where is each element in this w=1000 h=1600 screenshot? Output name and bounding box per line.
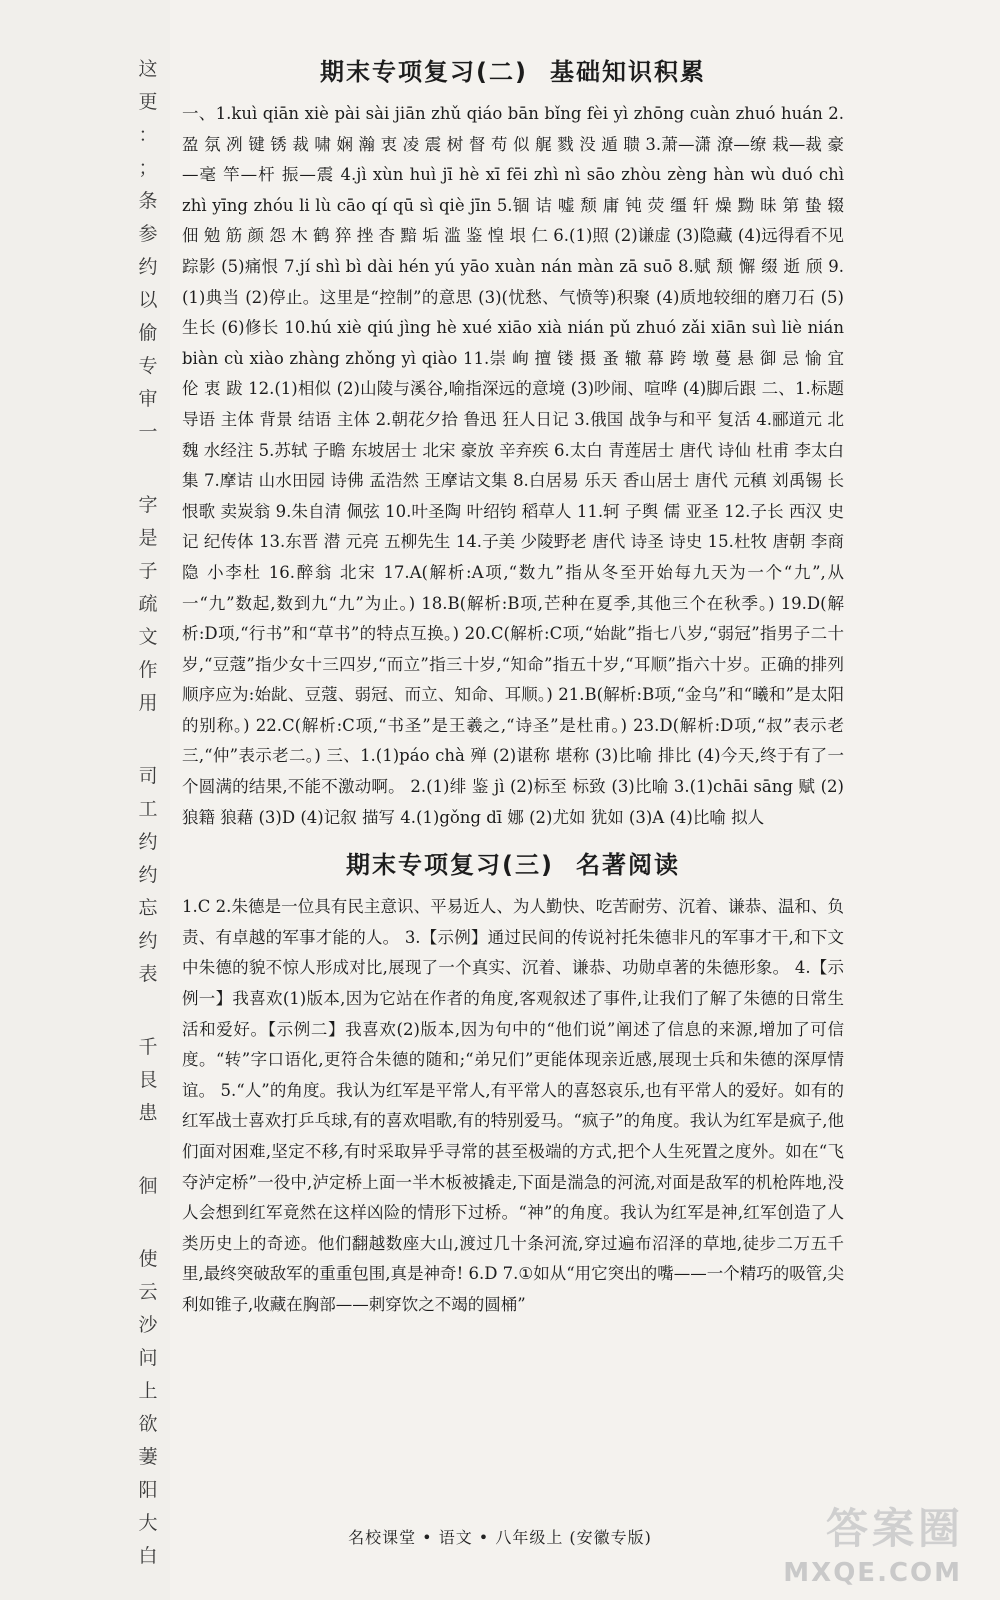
margin-char: 作 xyxy=(138,659,158,681)
margin-char: 字 xyxy=(138,494,158,516)
margin-char: 审 xyxy=(138,388,158,410)
margin-char: 工 xyxy=(138,798,158,820)
margin-char: 偷 xyxy=(138,322,158,344)
margin-char: 以 xyxy=(138,289,158,311)
margin-char: 表 xyxy=(138,963,158,985)
margin-char: 约 xyxy=(138,930,158,952)
margin-char: 条 xyxy=(138,190,158,212)
margin-char: 参 xyxy=(138,223,158,245)
margin-char: 千 xyxy=(138,1036,158,1058)
margin-char: 一 xyxy=(138,421,158,443)
margin-char: 约 xyxy=(138,864,158,886)
page-footer: 名校课堂 • 语文 • 八年级上 (安徽专版) xyxy=(348,1528,652,1547)
margin-char: 用 xyxy=(138,692,158,714)
margin-char: 徊 xyxy=(138,1175,158,1197)
section-title-review-3 xyxy=(182,845,844,880)
margin-char: 患 xyxy=(138,1102,158,1124)
margin-char: 这 xyxy=(138,58,158,80)
margin-char: 约 xyxy=(138,256,158,278)
margin-char: 文 xyxy=(138,626,158,648)
margin-char: 艮 xyxy=(138,1069,158,1091)
margin-char: 使 xyxy=(138,1248,158,1270)
section-body-review-3: 1.C 2.朱德是一位具有民主意识、平易近人、为人勤快、吃苦耐劳、沉着、谦恭、温和、负责、有卓越的军事才能的人。 3.【示例】通过民间的传说衬托朱德非凡的军事才干,和下文中朱德的貌不惊人形成对比,展现了一个真实、沉着、谦恭、功勋卓著的朱德形象。 4.【示例一】我喜欢(1)版本,因为它站在作者的角度,客观叙述了事件,让我们了解了朱德的日常生活和爱好。【示例二】我喜欢(2)版本,因为句中的“他们说”阐述了信息的来源,增加了可信度。“转”字口语化,更符合朱德的随和;“弟兄们”更能体现亲近感,展现士兵和朱德的深厚情谊。 5.“人”的角度。我认为红军是平常人,有平常人的喜怒哀乐,也有平常人的爱好。如有的红军战士喜欢打乒乓球,有的喜欢唱歌,有的特别爱马。“疯子”的角度。我认为红军是疯子,他们面对困难,坚定不移,有时采取异乎寻常的甚至极端的方式,把个人生死置之度外。如在“飞夺泸定桥”一役中,泸定桥上面一半木板被撬走,下面是湍急的河流,对面是敌军的机枪阵地,没人会想到红军竟然在这样凶险的情形下过桥。“神”的角度。我认为红军是神,红军创造了人类历史上的奇迹。他们翻越数座大山,渡过几十条河流,穿过遍布沼泽的草地,徒步二万五千里,最终突破敌军的重重包围,真是神奇! 6.D 7.①如从“用它突出的嘴——一个精巧的吸管,尖利如锥子,收藏在胸部——刺穿饮之不竭的圆桶” xyxy=(182,897,844,1314)
margin-char: 疏 xyxy=(138,593,158,615)
margin-char: 白 xyxy=(138,1545,158,1567)
page-content xyxy=(182,52,844,1321)
margin-char: 忘 xyxy=(138,897,158,919)
section-body-review-2: 一、1.kuì qiān xiè pài sài jiān zhǔ qiáo bān bǐng fèi yì zhōng cuàn zhuó huán 2.盈 氛 冽 键 锈 裁 啸 娴 瀚 衷 凌 震 树 督 苟 似 艉 戮 没 遁 聩 3.萧—潇 潦—缭 栽—裁 豪—毫 竿—杆 振—震 4.jì xùn huì jī hè xī fēi zhì nì sāo zhòu zèng hàn wù duó chì zhì yīng zhóu li lù cāo qí qū sì qiè jīn 5.锢 诘 嘘 颓 庸 钝 荧 缰 轩 燥 黝 昧 第 蛰 辍 佃 勉 筋 颜 怨 木 鹤 猝 挫 杳 黯 垢 滥 鉴 惶 垠 仁 6.(1)照 (2)谦虚 (3)隐藏 (4)远得看不见踪影 (5)痛恨 7.jí shì bì dài hén yú yāo xuàn nán màn zā suō 8.赋 颓 懈 缀 逝 颀 9.(1)典当 (2)停止。这里是“控制”的意思 (3)(忧愁、气愤等)积聚 (4)质地较细的磨刀石 (5)生长 (6)修长 10.hú xiè qiú jìng hè xué xiāo xià nián pǔ zhuó zǎi xiān suì liè nián biàn cù xiào zhàng zhǒng yì qiào 11.崇 峋 擅 镂 摄 蚤 辙 幕 跨 墩 蔓 悬 御 忌 愉 宜 伦 衷 跋 12.(1)相似 (2)山陵与溪谷,喻指深远的意境 (3)吵闹、喧哗 (4)脚后跟 二、1.标题 导语 主体 背景 结语 主体 2.朝花夕拾 鲁迅 狂人日记 3.俄国 战争与和平 复活 4.郦道元 北魏 水经注 5.苏轼 子瞻 东坡居士 北宋 豪放 辛弃疾 6.太白 青莲居士 唐代 诗仙 杜甫 李太白集 7.摩诘 山水田园 诗佛 孟浩然 王摩诘文集 8.白居易 乐天 香山居士 唐代 元稹 刘禹锡 长恨歌 卖炭翁 9.朱自清 佩弦 10.叶圣陶 叶绍钧 稻草人 11.轲 子舆 儒 亚圣 12.子长 西汉 史记 纪传体 13.东晋 潜 元亮 五柳先生 14.子美 少陵野老 唐代 诗圣 诗史 15.杜牧 唐朝 李商隐 小李杜 16.醉翁 北宋 17.A(解析:A项,“数九”指从冬至开始每九天为一个“九”,从一“九”数起,数到九“九”为止。) 18.B(解析:B项,芒种在夏季,其他三个在秋季。) 19.D(解析:D项,“行书”和“草书”的特点互换。) 20.C(解析:C项,“始龀”指七八岁,“弱冠”指男子二十岁,“豆蔻”指少女十三四岁,“而立”指三十岁,“知命”指五十岁,“耳顺”指六十岁。正确的排列顺序应为:始龀、豆蔻、弱冠、而立、知命、耳顺。) 21.B(解析:B项,“金乌”和“曦和”是太阳的别称。) 22.C(解析:C项,“书圣”是王羲之,“诗圣”是杜甫。) 23.D(解析:D项,“叔”表示老三,“仲”表示老二。) 三、1.(1)páo chà 殚 (2)谌称 堪称 (3)比喻 排比 (4)今天,终于有了一个圆满的结果,不能不激动啊。 2.(1)绯 鉴 jì (2)标至 标致 (3)比喻 3.(1)chāi sāng 赋 (2)狼籍 狼藉 (3)D (4)记叙 描写 4.(1)gǒng dī 娜 (2)尤如 犹如 (3)A (4)比喻 拟人 xyxy=(182,104,844,827)
margin-char: 云 xyxy=(138,1281,158,1303)
margin-char: 欲 xyxy=(138,1413,158,1435)
margin-annotation-column xyxy=(128,60,168,1580)
margin-char: ； xyxy=(138,157,158,179)
margin-char: 司 xyxy=(138,765,158,787)
margin-char: 萋 xyxy=(138,1446,158,1468)
section-subtitle-text: 名著阅读 xyxy=(575,851,680,880)
section-title-text: 期末专项复习(三) xyxy=(346,851,554,880)
margin-char: 更 xyxy=(138,91,158,113)
margin-char: ： xyxy=(138,124,158,146)
margin-char: 阳 xyxy=(138,1479,158,1501)
margin-char: 专 xyxy=(138,355,158,377)
margin-char: 子 xyxy=(138,560,158,582)
margin-char: 大 xyxy=(138,1512,158,1534)
watermark-logo-text: 答案圈 xyxy=(825,1504,964,1553)
margin-char: 上 xyxy=(138,1380,158,1402)
margin-char: 是 xyxy=(138,527,158,549)
margin-char: 沙 xyxy=(138,1314,158,1336)
margin-char: 约 xyxy=(138,831,158,853)
section-title-text: 期末专项复习(二) xyxy=(320,58,528,86)
section-subtitle-text: 基础知识积累 xyxy=(549,58,706,86)
section-title-review-2 xyxy=(182,52,844,87)
watermark-url: MXQE.COM xyxy=(783,1558,962,1588)
margin-char: 问 xyxy=(138,1347,158,1369)
